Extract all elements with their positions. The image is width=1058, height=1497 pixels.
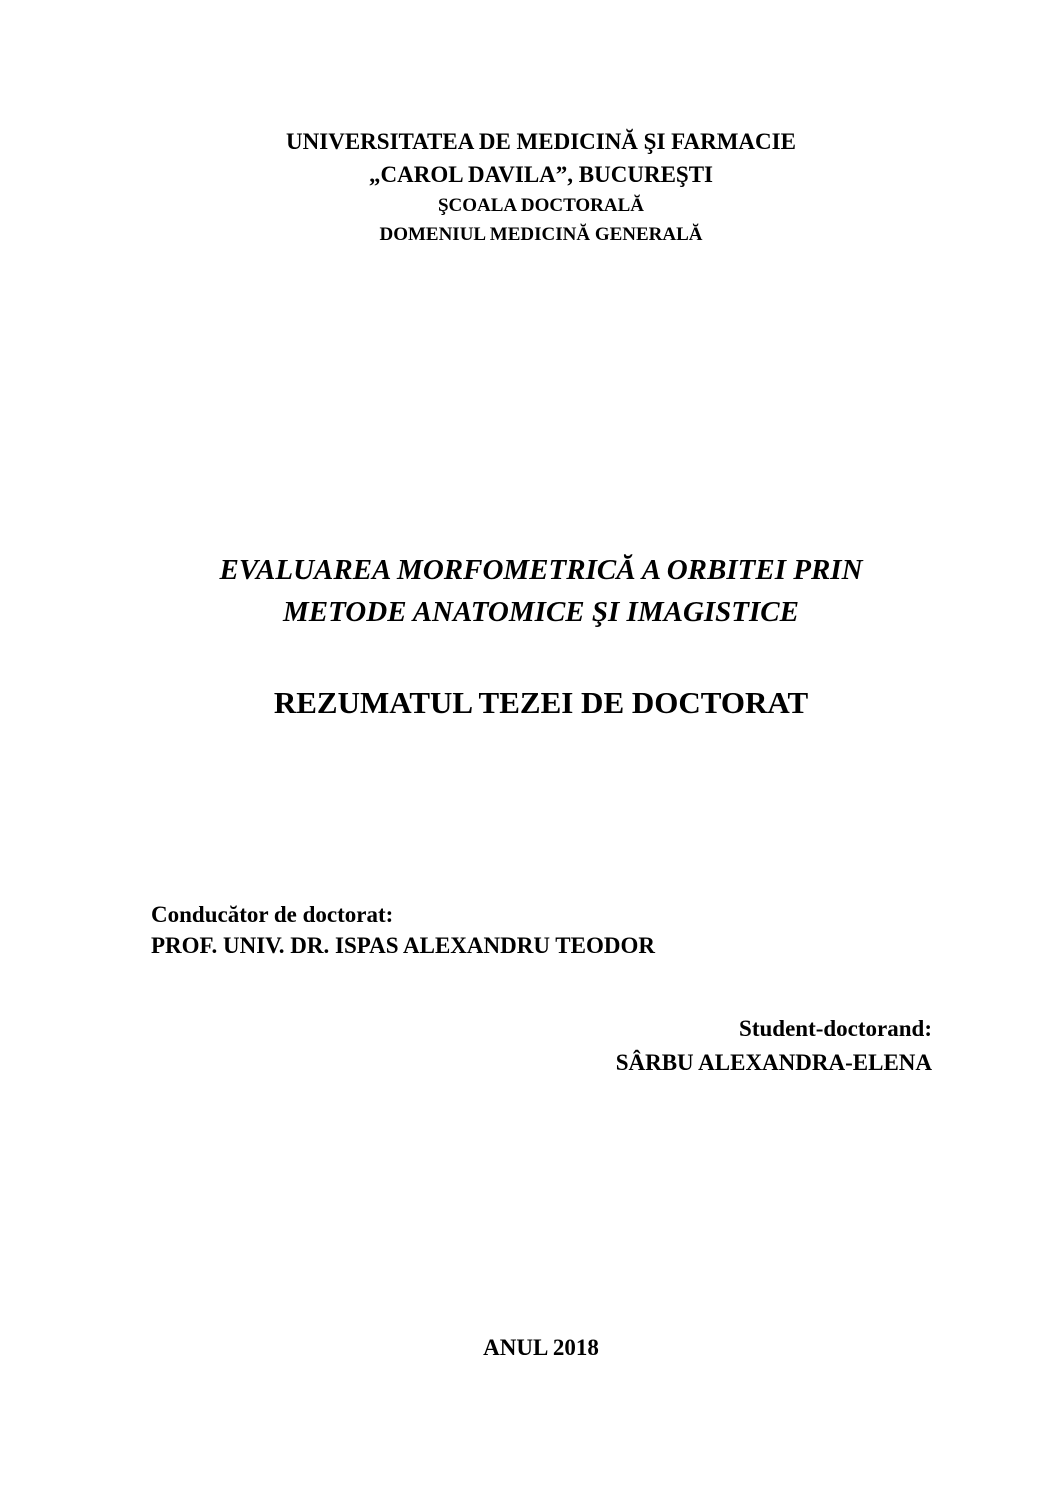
- thesis-title-line-2: METODE ANATOMICE ŞI IMAGISTICE: [282, 596, 799, 628]
- medical-domain: DOMENIUL MEDICINĂ GENERALĂ: [379, 224, 703, 245]
- year-label: ANUL 2018: [483, 1335, 599, 1360]
- student-name: SÂRBU ALEXANDRA-ELENA: [615, 1050, 932, 1075]
- supervisor-name: PROF. UNIV. DR. ISPAS ALEXANDRU TEODOR: [151, 933, 655, 958]
- thesis-title-line-1: EVALUAREA MORFOMETRICĂ A ORBITEI PRIN: [219, 554, 863, 586]
- doctoral-school: ŞCOALA DOCTORALĂ: [437, 195, 645, 216]
- university-name-city: „CAROL DAVILA”, BUCUREŞTI: [368, 162, 713, 187]
- student-label: Student-doctorand:: [739, 1016, 932, 1041]
- supervisor-label: Conducător de doctorat:: [151, 902, 394, 927]
- thesis-subtitle: REZUMATUL TEZEI DE DOCTORAT: [273, 685, 809, 720]
- university-name: UNIVERSITATEA DE MEDICINĂ ŞI FARMACIE: [286, 129, 796, 154]
